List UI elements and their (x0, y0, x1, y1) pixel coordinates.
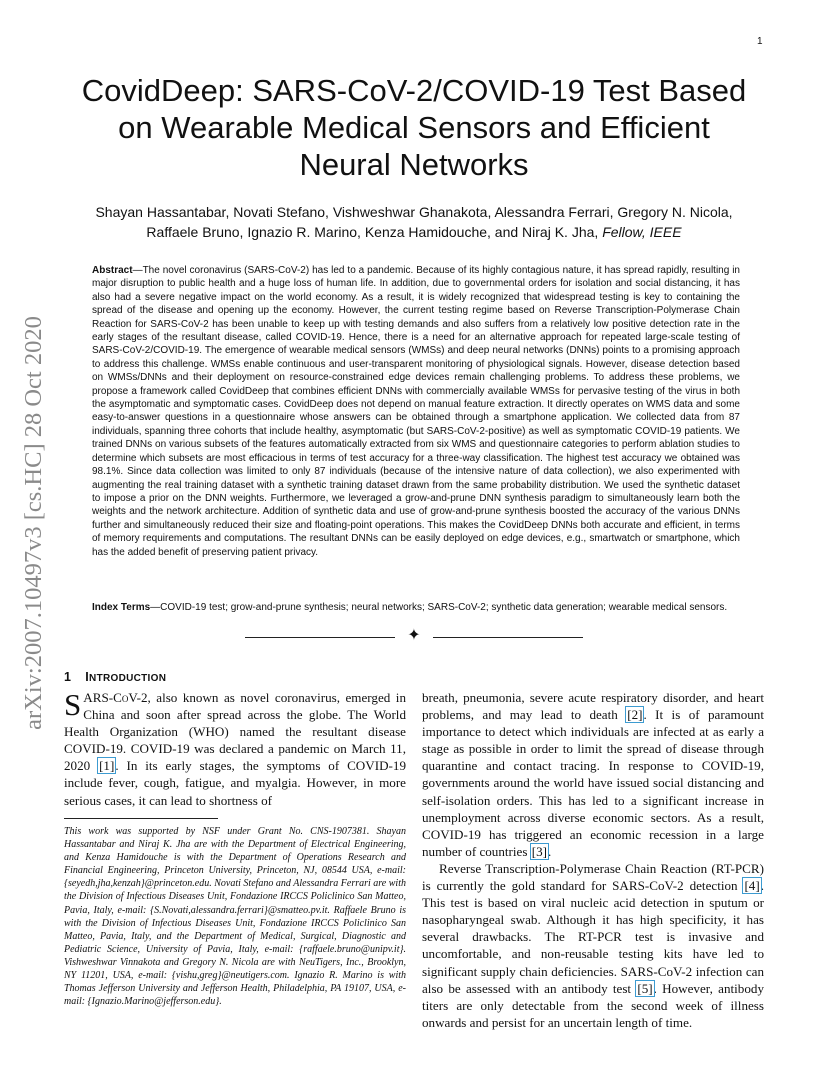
citation-link[interactable]: [4] (744, 878, 760, 894)
index-terms-label: Index Terms (92, 602, 151, 613)
abstract-label: Abstract (92, 265, 133, 276)
arxiv-identifier-stamp[interactable]: arXiv:2007.10497v3 [cs.HC] 28 Oct 2020 (20, 316, 47, 730)
abstract (92, 264, 740, 559)
paragraph-text: Reverse Transcription-Polymerase Chain Reaction (RT-PCR) is currently the gold standard for SARS-CoV-2 detection (422, 860, 764, 894)
footnote-rule (64, 818, 218, 819)
paragraph-text: . However, antibody titers are only detectable from the second week of illness onwards and persist for an uncertain length of time. (422, 980, 764, 1030)
smallcaps-term (83, 690, 147, 705)
footnote: This work was supported by NSF under Grant No. CNS-1907381. Shayan Hassantabar and Niraj K. Jha are with the Department of Electrical Engineering, and Kenza Hamidouche is with the Department of Operations Research and Financial Engineering, Princeton University, Princeton, NJ, 08544 USA, e-mail:{seyedh,jha,kenzah}@princeton.edu. Novati Stefano and Alessandra Ferrari are with the Division of Infectious Diseases Unit, Fondazione IRCCS Policlinico San Matteo, Pavia, Italy, e-mail: {S.Novati,alessandra.ferrari}@smatteo.pv.it. Raffaele Bruno is with the Division of Infectious Diseases Unit, Fondazione IRCCS Policlinico San Matteo, Pavia, Italy, and the Department of Medical, Surgical, Diagnostic and Pediatric Science, University of Pavia, Italy, e-mail: {raffaele.bruno@unipv.it}. Vishweshwar Vinnakota and Gregory N. Nicola are with NeuTigers, Inc., Brooklyn, NY 11201, USA, e-mail: {vishu,greg}@neutigers.com. Ignazio R. Marino is with Thomas Jefferson University and Jefferson Health, Philadelphia, PA 19107, USA, e-mail: {Ignazio.Marino@jefferson.edu}. (64, 826, 406, 1008)
smallcaps-part: ARS-C (83, 690, 122, 705)
page-number: 1 (757, 36, 763, 47)
body-column-left (64, 689, 406, 809)
separator-rule-right (433, 637, 583, 638)
paragraph-text: , also known as novel coronavirus, emerged in China and soon after spread across the globe. The World Health Organization (WHO) named the resultant disease COVID-19. COVID-19 was declared a pandemic on March 11, 2020 (64, 690, 406, 774)
title-line: CovidDeep: SARS-CoV-2/COVID-19 Test Based (81, 73, 747, 108)
body-column-right (422, 689, 764, 1031)
section-heading (64, 670, 166, 684)
citation-link[interactable]: [1] (99, 758, 115, 774)
paragraph (422, 860, 764, 1031)
paragraph-text: . (548, 843, 552, 859)
section-title-rest: NTRODUCTION (89, 673, 167, 684)
title-line: Neural Networks (299, 147, 529, 182)
index-terms-text: —COVID-19 test; grow-and-prune synthesis; neural networks; SARS-CoV-2; synthetic data generation; wearable medical sensors. (150, 602, 728, 613)
authors-line-1: Shayan Hassantabar, Novati Stefano, Vishweshwar Ghanakota, Alessandra Ferrari, Gregory N. Nicola, (95, 204, 733, 220)
citation-link[interactable]: [2] (627, 707, 643, 723)
separator-diamond-icon: ✦ (407, 627, 421, 644)
paragraph (422, 690, 764, 859)
paper-title (40, 72, 788, 183)
index-terms (92, 601, 740, 614)
abstract-text: —The novel coronavirus (SARS-CoV-2) has led to a pandemic. Because of its highly contagious nature, it has spread rapidly, resulting in major disruption to public health and a huge loss of human life. In addition, due to governmental orders for isolation and social distancing, it has also had a severe negative impact on the world economy. As a result, it is widely recognized that widespread testing is key to containing the spread of the disease and opening up the economy. However, the current testing regime based on Reverse Transcription-Polymerase Chain Reaction for SARS-CoV-2 has been unable to keep up with testing demands and also suffers from a relatively low positive detection rate in the early stages of the resultant disease, called COVID-19. Hence, there is a need for an alternative approach for repeated large-scale testing of SARS-CoV-2/COVID-19. The emergence of wearable medical sensors (WMSs) and deep neural networks (DNNs) points to a promising approach to address this challenge. WMSs enable continuous and user-transparent monitoring of physiological signals. However, disease detection based on WMSs/DNNs and their deployment on resource-constrained edge devices remain challenging problems. To address these problems, we propose a framework called CovidDeep that combines efficient DNNs with commercially available WMSs for pervasive testing of the virus in both the asymptomatic and symptomatic cases. CovidDeep does not depend on manual feature extraction. It directly operates on WMS data and some easy-to-answer questions in a questionnaire whose answers can be obtained through a smartphone application. We collected data from 87 individuals, spanning three cohorts that include healthy, asymptomatic (but SARS-CoV-2-positive) as well as symptomatic COVID-19 patients. We trained DNNs on various subsets of the features automatically extracted from six WMS and questionnaire categories to perform ablation studies to determine which subsets are most efficacious in terms of test accuracy for a three-way classification. The highest test accuracy we obtained was 98.1%. Since data collection was limited to only 87 individuals (because of the intensive nature of data collection), we also experimented with augmenting the real training dataset with a synthetic training dataset drawn from the same probability distribution. We used the synthetic dataset to impose a prior on the DNN weights. Furthermore, we leveraged a grow-and-prune DNN synthesis paradigm to simultaneously learn both the weights and the network architecture. Addition of synthetic data and use of grow-and-prune synthesis boosted the accuracy of the various DNNs further and simultaneously reduced their size and floating-point operations. This makes the CovidDeep DNNs both accurate and efficient, in terms of memory requirements and computations. The resultant DNNs can be easily deployed on edge devices, e.g., smartwatch or smartphone, which has the added benefit of preserving patient privacy. (92, 265, 740, 558)
section-title-initial: I (85, 670, 90, 684)
smallcaps-part: o (121, 690, 129, 705)
author-list (60, 202, 768, 242)
drop-cap: S (64, 687, 82, 722)
section-number: 1 (64, 670, 72, 684)
authors-line-2 (60, 222, 768, 242)
separator-rule-left (245, 637, 395, 638)
paragraph-text: breath, pneumonia, severe acute respiratory disorder, and heart problems, and may lead to death (422, 690, 764, 723)
paragraph-text: . In its early stages, the symptoms of COVID-19 include fever, cough, fatigue, and myalgia. However, in more serious cases, it can lead to shortness of (64, 758, 406, 808)
title-line: on Wearable Medical Sensors and Efficient (118, 110, 710, 145)
paragraph-text: . It is of paramount importance to detect which individuals are infected at as early a stage as possible in order to limit the spread of disease through quarantine and contact tracing. In response to COVID-19, governments around the world have issued social distancing and self-isolation orders. This has led to a significant increase in unemployment across diverse economic sectors. As a result, COVID-19 has triggered an economic recession in a large number of countries (422, 707, 764, 859)
authors-line-2-names: Raffaele Bruno, Ignazio R. Marino, Kenza Hamidouche, and Niraj K. Jha, (146, 224, 599, 240)
citation-link[interactable]: [5] (637, 980, 653, 996)
author-affiliation: Fellow, IEEE (602, 224, 682, 240)
citation-link[interactable]: [3] (531, 843, 548, 859)
paragraph-text: . This test is based on viral nucleic acid detection in sputum or nasopharyngeal swab. Although it has high specificity, it has several drawbacks. The RT-PCR test is invasive and uncomfortable, and non-reusable testing kits have led to significant supply chain deficiencies. SARS-CoV-2 infection can also be assessed with an antibody test (422, 878, 764, 996)
smallcaps-part: V-2 (128, 690, 148, 705)
